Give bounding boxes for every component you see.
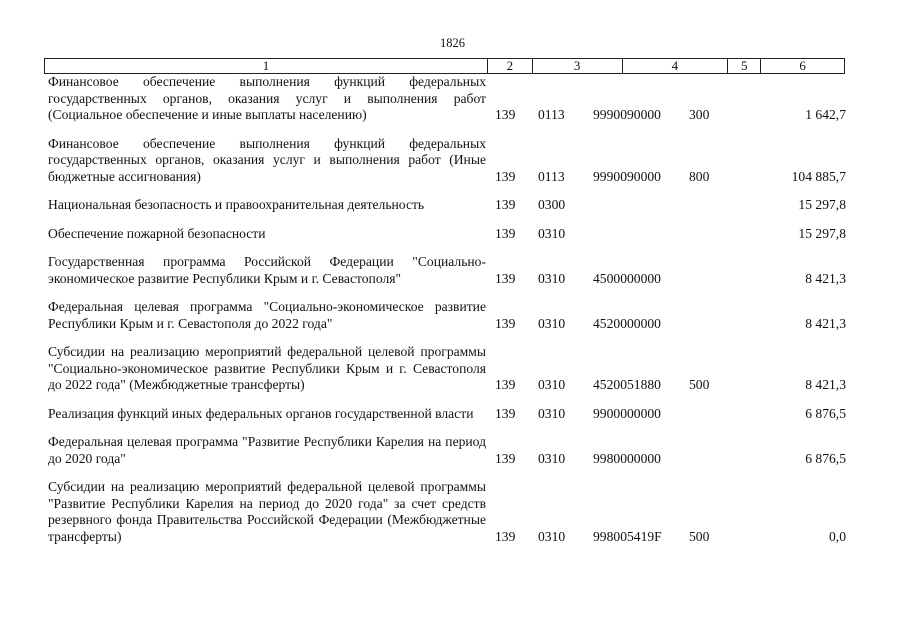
rz-cell: 0300 (538, 197, 566, 212)
csr-cell: 9990090000 (593, 168, 661, 184)
sum-cell: 8 421,3 (805, 377, 846, 392)
grbs-cell: 139 (495, 270, 516, 286)
row-description: Федеральная целевая программа "Развитие Республики Карелия на период до 2020 года" (48, 434, 486, 466)
header-col-1: 1 (45, 59, 488, 73)
table-row (48, 479, 848, 545)
header-col-4: 4 (623, 59, 729, 73)
table-row (48, 197, 848, 214)
row-description: Субсидии на реализацию мероприятий федеральной целевой программы "Развитие Республики Карелия на период до 2020 года" за счет средств резервного фонда Правительства Российской Федерации (Межбюджетные трансферты) (48, 479, 486, 544)
grbs-cell: 139 (495, 168, 516, 184)
rz-cell: 0113 (538, 107, 565, 122)
row-description: Субсидии на реализацию мероприятий федеральной целевой программы "Социально-экономическое развитие Республики Крым и г. Севастополя до 2022 года" (Межбюджетные трансферты) (48, 344, 486, 392)
rz-cell: 0310 (538, 315, 566, 331)
csr-cell: 9980000000 (593, 450, 661, 466)
table-header (44, 58, 845, 74)
rz-cell: 0113 (538, 168, 565, 184)
sum-cell: 15 297,8 (798, 225, 846, 241)
table-row (48, 136, 848, 186)
grbs-cell: 139 (495, 528, 516, 544)
rz-cell: 0310 (538, 377, 566, 392)
rz-cell: 0310 (538, 270, 566, 286)
header-col-3: 3 (533, 59, 623, 73)
vr-cell: 800 (689, 168, 710, 184)
csr-cell: 9900000000 (593, 405, 661, 421)
header-col-5: 5 (728, 59, 761, 73)
header-col-6: 6 (799, 58, 806, 73)
sum-cell: 15 297,8 (798, 197, 846, 212)
row-description: Государственная программа Российской Федерации "Социально-экономическое развитие Республики Крым и г. Севастополя" (48, 254, 486, 286)
table-row (48, 344, 848, 394)
row-description: Федеральная целевая программа "Социально-экономическое развитие Республики Крым и г. Севастополя до 2022 года" (48, 299, 486, 331)
header-col-2: 2 (488, 59, 533, 73)
rz-cell: 0310 (538, 450, 566, 466)
sum-cell: 6 876,5 (805, 405, 846, 421)
row-description: Финансовое обеспечение выполнения функций федеральных государственных органов, оказания услуг и выполнения работ (Социальное обеспечение и иные выплаты населению) (48, 74, 486, 122)
sum-cell: 6 876,5 (805, 450, 846, 466)
row-description: Национальная безопасность и правоохранительная деятельность (48, 197, 425, 212)
sum-cell: 0,0 (829, 528, 846, 544)
table-row (48, 254, 848, 287)
grbs-cell: 139 (495, 405, 516, 421)
sum-cell: 1 642,7 (805, 107, 846, 122)
csr-cell: 4520000000 (593, 315, 661, 331)
grbs-cell: 139 (495, 315, 516, 331)
csr-cell: 4520051880 (593, 377, 661, 392)
table-row (48, 434, 848, 467)
table-body (48, 74, 848, 557)
grbs-cell: 139 (495, 197, 516, 212)
csr-cell: 4500000000 (593, 270, 661, 286)
sum-cell: 8 421,3 (805, 270, 846, 286)
rz-cell: 0310 (538, 405, 566, 421)
grbs-cell: 139 (495, 450, 516, 466)
sum-cell: 104 885,7 (791, 168, 846, 184)
vr-cell: 500 (689, 528, 710, 544)
table-row (48, 226, 848, 243)
row-description: Обеспечение пожарной безопасности (48, 225, 266, 241)
csr-cell: 9990090000 (593, 107, 661, 122)
rz-cell: 0310 (538, 225, 566, 241)
row-description: Финансовое обеспечение выполнения функций федеральных государственных органов, оказания услуг и выполнения работ (Иные бюджетные ассигнования) (48, 135, 486, 184)
csr-cell: 998005419F (593, 528, 662, 544)
vr-cell: 300 (689, 107, 710, 122)
grbs-cell: 139 (495, 377, 516, 392)
row-description: Реализация функций иных федеральных органов государственной власти (48, 405, 474, 421)
rz-cell: 0310 (538, 528, 566, 544)
page-number: 1826 (440, 36, 465, 50)
table-row (48, 406, 848, 423)
table-row (48, 74, 848, 124)
table-row (48, 299, 848, 332)
sum-cell: 8 421,3 (805, 315, 846, 331)
grbs-cell: 139 (495, 225, 516, 241)
grbs-cell: 139 (495, 107, 516, 122)
vr-cell: 500 (689, 377, 710, 392)
